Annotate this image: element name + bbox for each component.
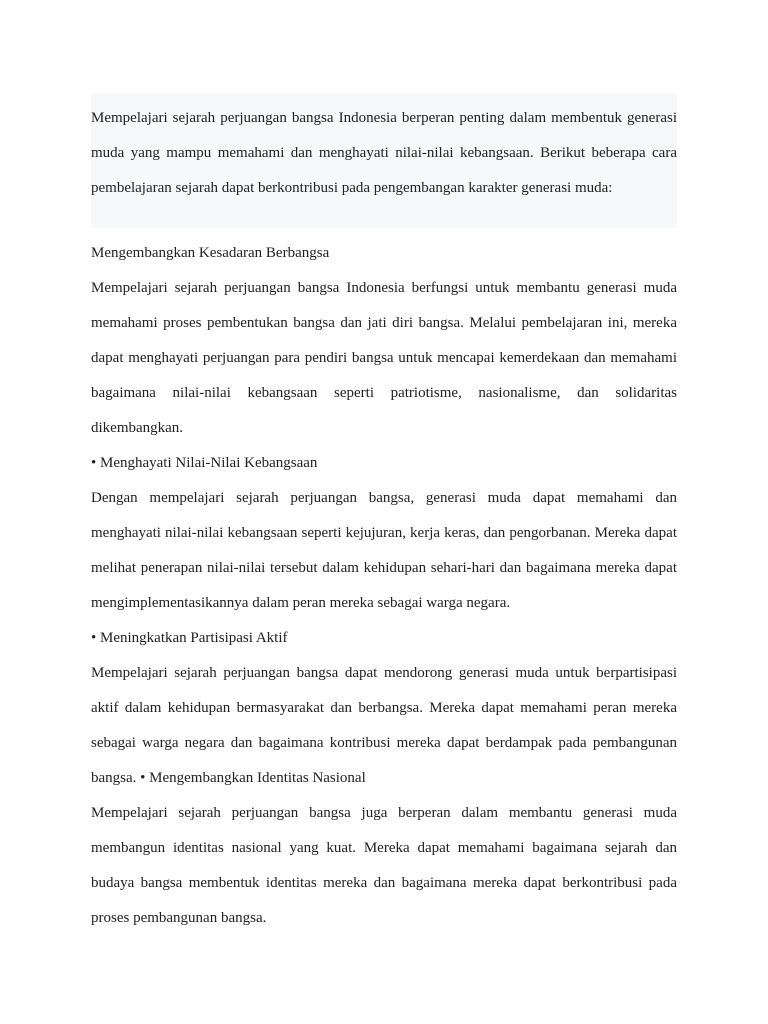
- intro-paragraph: Mempelajari sejarah perjuangan bangsa Indonesia berperan penting dalam membentuk generasi muda yang mampu memahami dan menghayati nilai-nilai kebangsaan. Berikut beberapa cara pembelajaran sejarah dapat berkontribusi pada pengembangan karakter generasi muda:: [91, 110, 677, 196]
- section-heading-kesadaran: Mengembangkan Kesadaran Berbangsa: [91, 245, 330, 261]
- section-body-identitas: Mempelajari sejarah perjuangan bangsa juga berperan dalam membantu generasi muda membangun identitas nasional yang kuat. Mereka dapat memahami bagaimana sejarah dan budaya bangsa membentuk identitas mereka dan bagaimana mereka dapat berkontribusi pada proses pembangunan bangsa.: [91, 805, 677, 926]
- section-body-nilai: Dengan mempelajari sejarah perjuangan bangsa, generasi muda dapat memahami dan menghayati nilai-nilai kebangsaan seperti kejujuran, kerja keras, dan pengorbanan. Mereka dapat melihat penerapan nilai-nilai tersebut dalam kehidupan sehari-hari dan bagaimana mereka dapat mengimplementasikannya dalam peran mereka sebagai warga negara.: [91, 490, 677, 611]
- section-heading-nilai: • Menghayati Nilai-Nilai Kebangsaan: [91, 455, 318, 471]
- section-body-kesadaran: Mempelajari sejarah perjuangan bangsa Indonesia berfungsi untuk membantu generasi muda memahami proses pembentukan bangsa dan jati diri bangsa. Melalui pembelajaran ini, mereka dapat menghayati perjuangan para pendiri bangsa untuk mencapai kemerdekaan dan memahami bagaimana nilai-nilai kebangsaan seperti patriotisme, nasionalisme, dan solidaritas dikembangkan.: [91, 280, 677, 436]
- section-body-partisipasi: Mempelajari sejarah perjuangan bangsa dapat mendorong generasi muda untuk berpartisipasi aktif dalam kehidupan bermasyarakat dan berbangsa. Mereka dapat memahami peran mereka sebagai warga negara dan bagaimana kontribusi mereka dapat berdampak pada pembangunan bangsa. • Mengembangkan Identitas Nasional: [91, 665, 677, 786]
- document-page: [91, 93, 677, 936]
- section-heading-partisipasi: • Meningkatkan Partisipasi Aktif: [91, 630, 288, 646]
- intro-block: [91, 93, 677, 228]
